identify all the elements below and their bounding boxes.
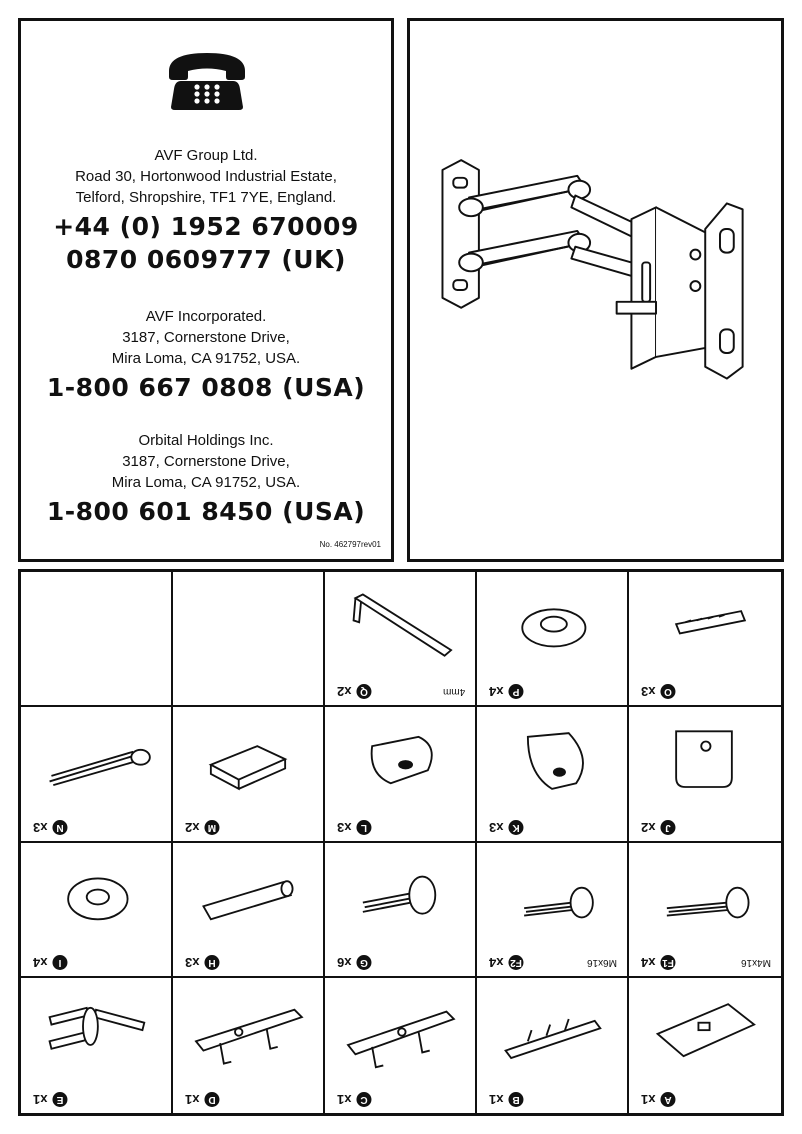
part-cell-f1 (629, 843, 781, 978)
part-spec: M4x16 (740, 956, 771, 968)
part-quantity: x4 (489, 684, 504, 700)
part-cell-q (325, 572, 477, 707)
part-letter-badge: N (52, 820, 67, 835)
part-cell-n (21, 707, 173, 842)
part-label (489, 684, 523, 699)
address-line: Mira Loma, CA 91752, USA. (111, 474, 301, 491)
phone-number: 1-800 601 8450 (USA) (46, 497, 366, 526)
part-cell-h (173, 843, 325, 978)
parts-grid (21, 572, 781, 1113)
part-letter-badge: F1 (662, 956, 674, 968)
part-cell-d (173, 978, 325, 1113)
part-cell-g (325, 843, 477, 978)
part-letter-badge: K (508, 820, 523, 835)
part-label (337, 820, 371, 835)
part-n-illustration (31, 715, 161, 807)
part-quantity: x1 (641, 1092, 656, 1107)
part-cell-m (173, 707, 325, 842)
part-cell-f2 (477, 843, 629, 978)
part-label (185, 820, 219, 835)
part-cell-empty (21, 572, 173, 707)
company-name: AVF Group Ltd. (154, 147, 258, 164)
part-m-illustration (183, 715, 313, 807)
part-g-illustration (335, 851, 465, 943)
part-quantity: x4 (489, 954, 504, 970)
part-quantity: x2 (185, 819, 200, 835)
part-letter-badge: A (660, 1092, 675, 1107)
part-label (337, 684, 371, 699)
company-name: Orbital Holdings Inc. (138, 432, 274, 449)
part-letter-badge: D (204, 1092, 219, 1107)
document-number: No. 462797rev01 (319, 540, 381, 549)
part-label (185, 1092, 219, 1107)
part-letter-badge: L (356, 820, 371, 835)
part-quantity: x4 (641, 954, 656, 970)
part-letter-badge: F2 (510, 956, 522, 968)
wall-mount-arm-illustration (410, 21, 781, 559)
part-cell-l (325, 707, 477, 842)
part-spec: M6x16 (586, 956, 617, 968)
part-quantity: x3 (33, 819, 48, 835)
part-label (33, 955, 67, 970)
part-quantity: x3 (641, 684, 656, 700)
part-label (641, 820, 675, 835)
part-quantity: x3 (489, 819, 504, 835)
part-cell-a (629, 978, 781, 1113)
phone-number: 1-800 667 0808 (USA) (46, 373, 366, 402)
part-label (185, 955, 219, 970)
part-quantity: x2 (641, 819, 656, 835)
part-label (33, 1092, 67, 1107)
part-letter-badge: E (52, 1092, 67, 1107)
part-q-illustration (335, 580, 465, 672)
part-l-illustration (335, 715, 465, 807)
address-line: Telford, Shropshire, TF1 7YE, England. (75, 189, 337, 206)
address-line: Mira Loma, CA 91752, USA. (111, 350, 301, 367)
office-avf-usa (21, 306, 391, 404)
part-label (337, 955, 371, 970)
part-quantity: x6 (337, 954, 352, 970)
part-label (337, 1092, 371, 1107)
part-letter-badge: H (204, 955, 219, 970)
part-o-illustration (639, 580, 769, 672)
part-label (641, 955, 675, 970)
address-line: Road 30, Hortonwood Industrial Estate, (75, 168, 337, 185)
part-letter-badge: M (204, 820, 219, 835)
part-cell-j (629, 707, 781, 842)
part-c-illustration (335, 986, 465, 1078)
office-uk (21, 145, 391, 276)
address-line: 3187, Cornerstone Drive, (122, 453, 290, 470)
part-spec: 4mm (442, 686, 465, 698)
part-label (489, 955, 523, 970)
part-f2-illustration (487, 851, 617, 943)
part-b-illustration (487, 986, 617, 1078)
part-h-illustration (183, 851, 313, 943)
part-d-illustration (183, 986, 313, 1078)
address-line: 3187, Cornerstone Drive, (122, 329, 290, 346)
part-label (489, 1092, 523, 1107)
part-cell-k (477, 707, 629, 842)
part-quantity: x2 (337, 684, 352, 700)
phone-number: +44 (0) 1952 670009 (53, 212, 359, 241)
part-quantity: x1 (185, 1092, 200, 1107)
part-letter-badge: Q (356, 684, 371, 699)
company-name: AVF Incorporated. (145, 308, 267, 325)
part-cell-o (629, 572, 781, 707)
part-i-illustration (31, 851, 161, 943)
part-letter-badge: G (356, 955, 371, 970)
part-cell-i (21, 843, 173, 978)
part-cell-c (325, 978, 477, 1113)
contact-panel (18, 18, 394, 562)
part-label (641, 1092, 675, 1107)
parts-list-panel (18, 569, 784, 1116)
part-label (641, 684, 675, 699)
part-quantity: x4 (33, 954, 48, 970)
part-label (33, 820, 67, 835)
part-label (489, 820, 523, 835)
part-quantity: x1 (337, 1092, 352, 1107)
part-quantity: x1 (33, 1092, 48, 1107)
part-letter-badge: O (660, 684, 675, 699)
part-j-illustration (639, 715, 769, 807)
part-cell-empty (173, 572, 325, 707)
part-quantity: x3 (185, 954, 200, 970)
part-k-illustration (487, 715, 617, 807)
part-quantity: x1 (489, 1092, 504, 1107)
office-orbital-usa (21, 430, 391, 528)
product-illustration-panel (407, 18, 784, 562)
phone-number: 0870 0609777 (UK) (66, 245, 346, 274)
part-f1-illustration (639, 851, 769, 943)
part-cell-e (21, 978, 173, 1113)
part-a-illustration (639, 986, 769, 1078)
telephone-icon (165, 49, 249, 111)
part-letter-badge: J (660, 820, 675, 835)
part-letter-badge: C (356, 1092, 371, 1107)
part-cell-b (477, 978, 629, 1113)
part-letter-badge: I (52, 955, 67, 970)
part-cell-p (477, 572, 629, 707)
part-letter-badge: B (508, 1092, 523, 1107)
part-quantity: x3 (337, 819, 352, 835)
part-p-illustration (487, 580, 617, 672)
part-e-illustration (31, 986, 161, 1078)
part-letter-badge: P (508, 684, 523, 699)
